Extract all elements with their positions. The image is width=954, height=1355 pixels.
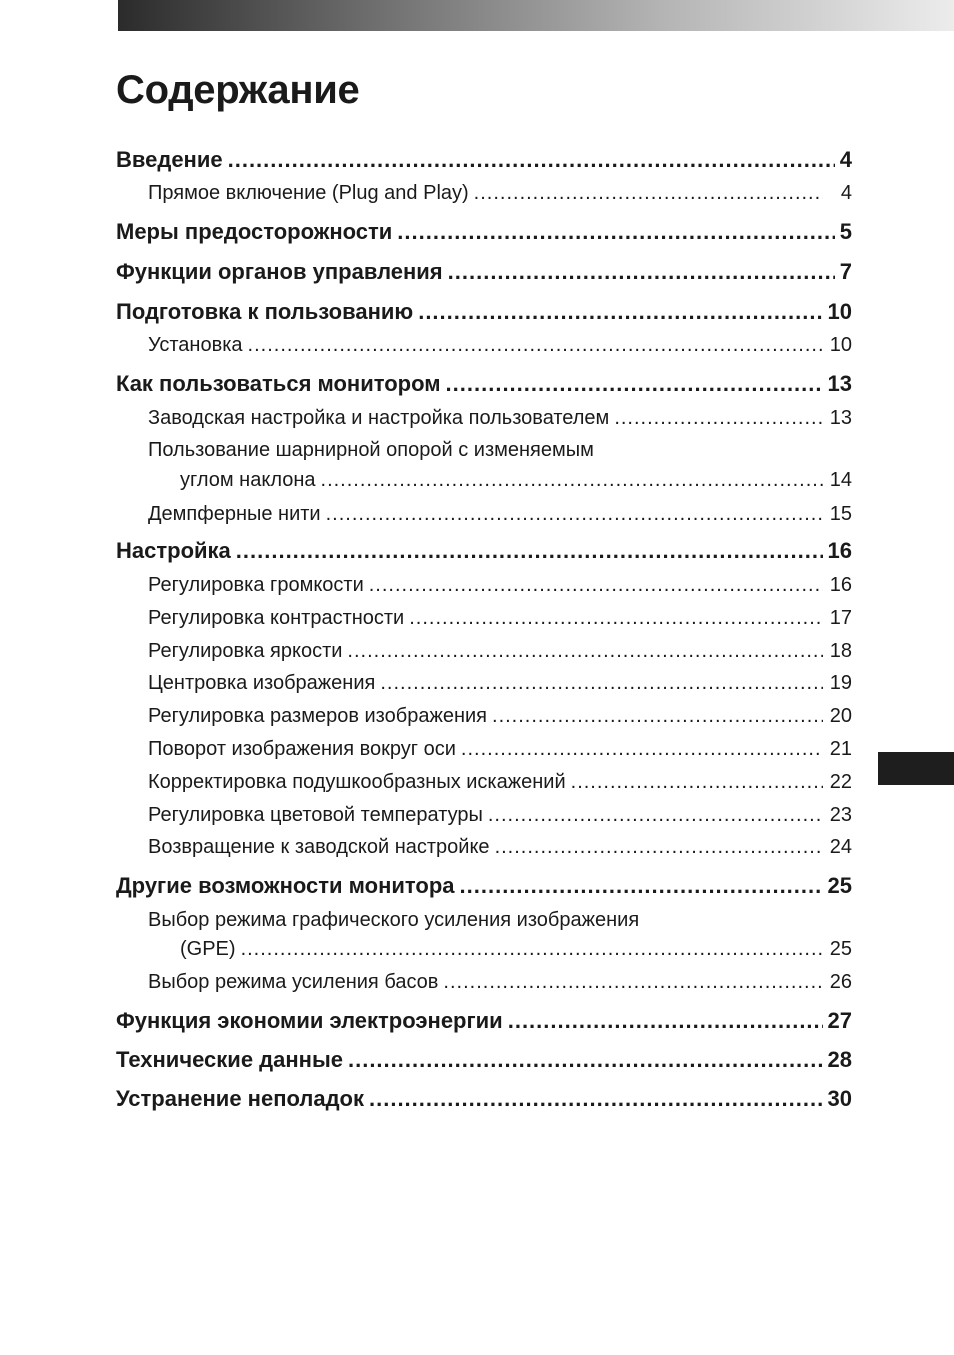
toc-entry-label: Введение: [116, 147, 223, 172]
toc-page-number: 5: [839, 219, 852, 244]
toc-subentry[interactable]: [148, 334, 852, 357]
toc-entry[interactable]: [116, 219, 852, 245]
toc-entry-label: (GPE): [180, 938, 236, 960]
toc-page-number: 21: [829, 738, 852, 760]
dot-leader: [571, 771, 823, 794]
toc-entry[interactable]: [116, 873, 852, 899]
toc-entry-label: Корректировка подушкообразных искажений: [148, 771, 566, 793]
toc-page-number: 10: [827, 299, 852, 324]
toc-entry-label: Меры предосторожности: [116, 219, 393, 244]
toc-entry-label: Центровка изображения: [148, 672, 376, 694]
toc-entry-label: Регулировка размеров изображения: [148, 705, 488, 727]
toc-subentry[interactable]: [148, 771, 852, 794]
dot-leader: [397, 219, 834, 245]
toc-subentry[interactable]: [180, 469, 852, 492]
toc-entry-label: Демпферные нити: [148, 503, 321, 525]
toc-page-number: 7: [839, 259, 852, 284]
toc-entry[interactable]: [116, 371, 852, 397]
dot-leader: [369, 574, 823, 597]
toc-page-number: 16: [829, 574, 852, 596]
toc-entry[interactable]: [116, 538, 852, 564]
toc-page-number: 27: [827, 1008, 852, 1033]
dot-leader: [236, 538, 823, 564]
toc-entry[interactable]: [116, 1008, 852, 1034]
dot-leader: [348, 1047, 823, 1073]
header-gradient-bar: [118, 0, 954, 31]
dot-leader: [461, 738, 823, 761]
toc-page-number: 10: [829, 334, 852, 356]
toc-page-number: 25: [827, 873, 852, 898]
dot-leader: [321, 469, 825, 492]
toc-page-number: 13: [827, 371, 852, 396]
dot-leader: [369, 1086, 823, 1112]
toc-entry-label: Регулировка яркости: [148, 640, 343, 662]
toc-page-number: 22: [829, 771, 852, 793]
toc-entry-label: Выбор режима усиления басов: [148, 971, 439, 993]
dot-leader: [443, 971, 823, 994]
dot-leader: [492, 705, 823, 728]
toc-entry-label: Устранение неполадок: [116, 1086, 364, 1111]
dot-leader: [448, 259, 835, 285]
toc-page-number: 14: [829, 469, 852, 491]
toc-entry-label: Как пользоваться монитором: [116, 371, 441, 396]
toc-entry-label: Установка: [148, 334, 243, 356]
toc-subentry[interactable]: [180, 938, 852, 961]
toc-entry-label: углом наклона: [180, 469, 316, 491]
toc-page-number: 4: [840, 182, 852, 204]
section-tab-marker: [878, 752, 954, 785]
toc-entry-label: Возвращение к заводской настройке: [148, 836, 490, 858]
toc-entry-label: Функции органов управления: [116, 259, 443, 284]
dot-leader: [488, 804, 823, 827]
toc-subentry[interactable]: [148, 182, 852, 205]
toc-page-number: 23: [829, 804, 852, 826]
toc-entry-label: Регулировка контрастности: [148, 607, 405, 629]
toc-entry-label: Поворот изображения вокруг оси: [148, 738, 456, 760]
toc-subentry[interactable]: [148, 607, 852, 630]
dot-leader: [508, 1008, 823, 1034]
toc-page-number: 19: [829, 672, 852, 694]
toc-subentry-first-line[interactable]: Пользование шарнирной опорой с изменяемым: [148, 439, 594, 461]
dot-leader: [614, 407, 823, 430]
toc-entry[interactable]: [116, 1047, 852, 1073]
toc-entry-label: Технические данные: [116, 1047, 343, 1072]
toc-subentry[interactable]: [148, 836, 852, 859]
dot-leader: [409, 607, 823, 630]
toc-entry-label: Регулировка цветовой температуры: [148, 804, 483, 826]
toc-entry-label: Другие возможности монитора: [116, 873, 455, 898]
dot-leader: [241, 938, 825, 961]
toc-page-number: 4: [839, 147, 852, 172]
toc-subentry-first-line[interactable]: Выбор режима графического усиления изображения: [148, 909, 640, 931]
toc-subentry[interactable]: [148, 705, 852, 728]
dot-leader: [347, 640, 823, 663]
toc-page-number: 25: [829, 938, 852, 960]
dot-leader: [446, 371, 823, 397]
toc-subentry[interactable]: [148, 503, 852, 526]
toc-entry[interactable]: [116, 147, 852, 173]
toc-page-number: 16: [827, 538, 852, 563]
dot-leader: [248, 334, 823, 357]
toc-page-number: 30: [827, 1086, 852, 1111]
toc-page-number: 17: [829, 607, 852, 629]
toc-subentry[interactable]: [148, 640, 852, 663]
dot-leader: [418, 299, 822, 325]
toc-entry-label: Заводская настройка и настройка пользователем: [148, 407, 610, 429]
toc-entry[interactable]: [116, 1086, 852, 1112]
toc-entry[interactable]: [116, 299, 852, 325]
toc-page-number: 20: [829, 705, 852, 727]
toc-entry-label: Прямое включение (Plug and Play): [148, 182, 469, 204]
dot-leader: [495, 836, 823, 859]
toc-entry-label: Функция экономии электроэнергии: [116, 1008, 503, 1033]
toc-subentry[interactable]: [148, 971, 852, 994]
toc-page-number: 13: [829, 407, 852, 429]
toc-page-number: 15: [829, 503, 852, 525]
dot-leader: [228, 147, 835, 173]
page-title: Содержание: [116, 68, 360, 112]
toc-page-number: 28: [827, 1047, 852, 1072]
toc-page-number: 26: [829, 971, 852, 993]
toc-entry-label: Подготовка к пользованию: [116, 299, 414, 324]
toc-subentry[interactable]: [148, 738, 852, 761]
toc-entry[interactable]: [116, 259, 852, 285]
toc-subentry[interactable]: [148, 574, 852, 597]
toc-page-number: 18: [829, 640, 852, 662]
toc-page-number: 24: [829, 836, 852, 858]
toc-subentry[interactable]: [148, 672, 852, 695]
toc-entry-label: Настройка: [116, 538, 231, 563]
toc-subentry[interactable]: [148, 804, 852, 827]
dot-leader: [474, 182, 823, 205]
toc-entry-label: Регулировка громкости: [148, 574, 364, 596]
dot-leader: [380, 672, 823, 695]
dot-leader: [460, 873, 823, 899]
toc-subentry[interactable]: [148, 407, 852, 430]
dot-leader: [326, 503, 823, 526]
